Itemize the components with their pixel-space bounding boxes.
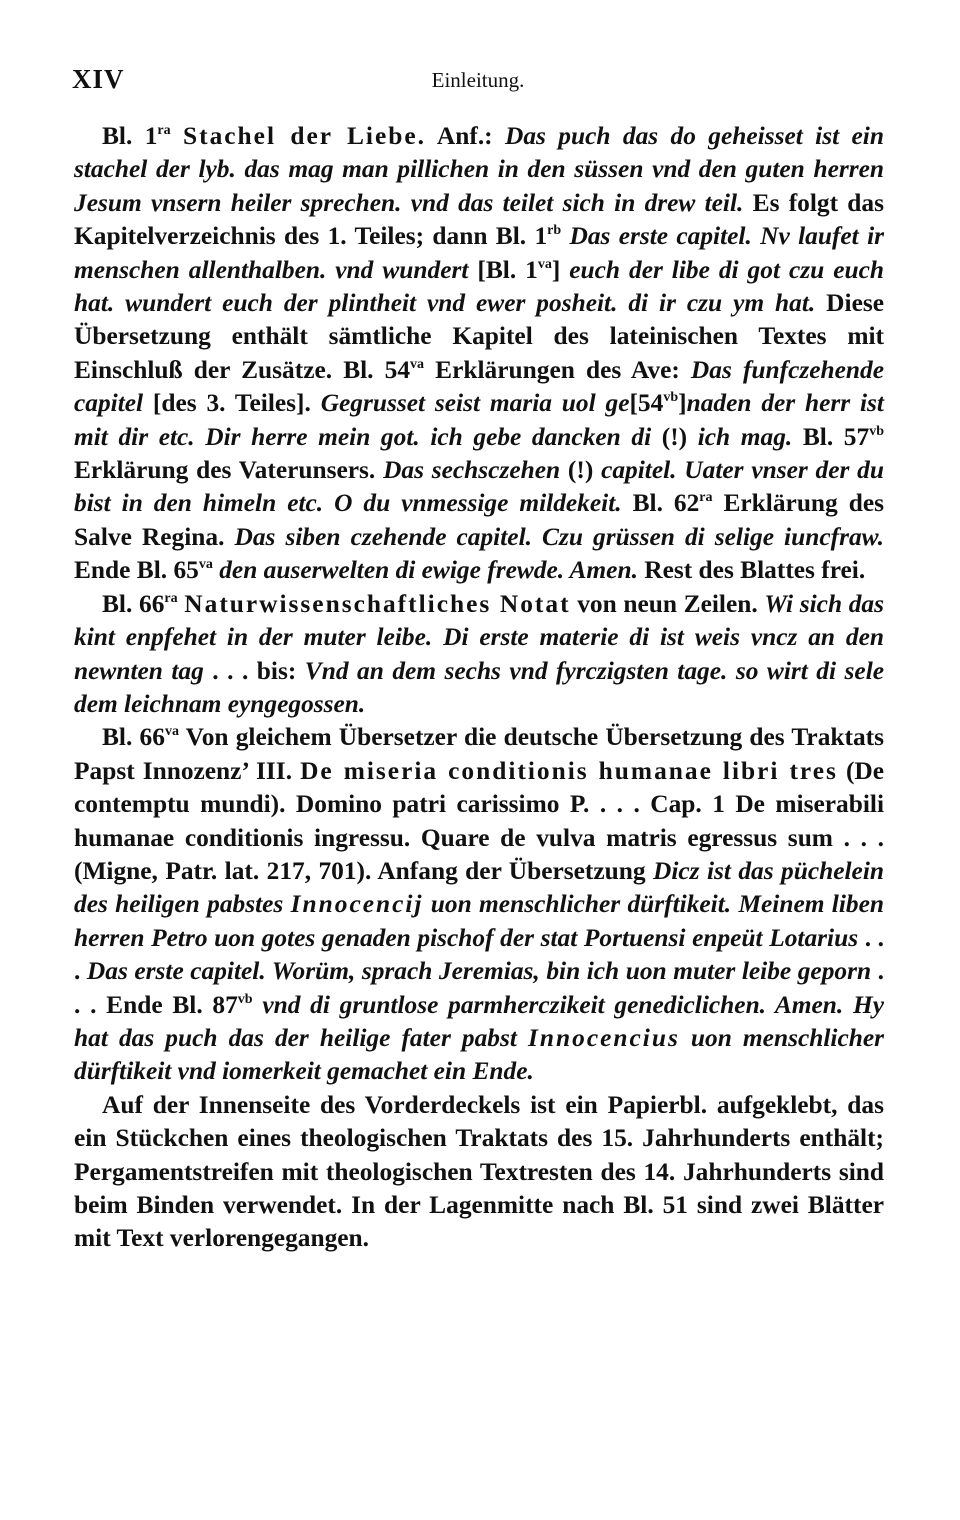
- italic-quotation: Dicz ist das püchelein des heiligen pabstes: [74, 856, 884, 919]
- italic-quotation: Wi sich das kint enpfehet in der muter leibe. Di erste materie di ist weis vncz an den newnten tag: [74, 589, 885, 685]
- text-run: (!): [651, 422, 698, 451]
- folio-superscript: va: [410, 356, 425, 372]
- italic-quotation: Das erste capitel. Nv laufet ir menschen allenthalben. vnd wundert: [74, 222, 884, 284]
- text-run: Bl. 66: [102, 723, 165, 752]
- text-run: Naturwissenschaftliches Notat: [184, 589, 571, 618]
- text-run: Erklärung des Salve Regina.: [74, 489, 884, 551]
- italic-quotation: Vnd an dem sechs vnd fyrczigsten tage. so wirt di sele dem leichnam eyngegossen.: [74, 656, 885, 718]
- text-run: De miseria conditionis humanae libri tres: [300, 756, 838, 785]
- page-body: [74, 120, 884, 1256]
- folio-superscript: va: [537, 256, 552, 272]
- text-run: Bl. 66: [102, 589, 165, 618]
- text-run: Auf der Innenseite des Vorderdeckels ist ein Papierbl. aufgeklebt, das ein Stückchen eines theologischen Traktats des 15. Jahrhunderts enthält; Pergamentstreifen mit theologischen Textresten des 14. Jahrhunderts sind beim Binden verwendet. In der Lagenmitte nach Bl. 51 sind zwei Blätter mit Text verlorengegangen.: [74, 1090, 884, 1253]
- running-head: Einleitung.: [431, 68, 525, 92]
- text-run: Ende Bl. 65: [74, 556, 199, 585]
- text-run: [Bl. 1: [468, 255, 538, 284]
- text-run: (De contemptu mundi). Domino patri carissimo P. . . . Cap. 1 De miserabili humanae conditionis ingressu. Quare de vulva matris egressus sum . . . (Migne, Patr. lat. 217, 701). Anfang der Übersetzung: [74, 756, 885, 885]
- text-run: Stachel der Liebe.: [183, 122, 426, 150]
- text-run: [des 3. Teiles].: [143, 389, 321, 418]
- folio-superscript: va: [198, 557, 213, 573]
- italic-quotation: Das sechsczehen: [383, 456, 561, 485]
- italic-quotation: naden der herr ist mit dir etc. Dir herre mein got. ich gebe dancken di: [74, 389, 884, 451]
- italic-quotation: Das erste capitel. Worüm, sprach Jeremias, bin ich uon muter leibe geporn: [86, 957, 872, 986]
- text-run: [171, 122, 183, 150]
- page-header: [72, 64, 884, 104]
- folio-superscript: vb: [663, 390, 679, 406]
- folio-superscript: rb: [547, 223, 562, 239]
- text-run: (!): [560, 456, 602, 485]
- text-run: Anf.:: [425, 122, 506, 150]
- italic-quotation: euch der libe di got czu euch hat. wundert euch der plintheit vnd ewer posheit. di ir czu ym hat.: [74, 255, 884, 318]
- italic-quotation: Das puch das do geheisset ist ein stachel der lyb. das mag man pillichen in den süssen vnd den guten herren Jesum vnsern heiler sprechen. vnd das teilet sich in drew teil.: [74, 122, 884, 217]
- text-run: Diese Übersetzung enthält sämtliche Kapitel des lateinischen Textes mit Einschluß der Zusätze. Bl. 54: [74, 289, 884, 384]
- italic-quotation: vnd di gruntlose parmherczikeit genediclichen. Amen. Hy hat das puch das der heilige fater pabst: [74, 990, 884, 1052]
- italic-quotation: Innocencij: [290, 890, 424, 919]
- italic-quotation: Innocencius: [528, 1023, 680, 1052]
- folio-superscript: vb: [237, 991, 253, 1007]
- text-run: von neun Zeilen.: [570, 589, 765, 618]
- page-number: XIV: [72, 64, 125, 94]
- italic-quotation: uon menschlicher dürftikeit vnd iomerkeit gemachet ein Ende.: [74, 1023, 884, 1086]
- text-run: Bl. 62: [621, 489, 700, 518]
- folio-superscript: va: [164, 724, 179, 740]
- text-run: . . . Ende Bl. 87: [74, 957, 884, 1019]
- text-run: . . .: [74, 923, 885, 986]
- paragraph: [74, 120, 884, 588]
- paragraph: [74, 721, 884, 1088]
- italic-quotation: ich mag.: [697, 422, 793, 451]
- italic-quotation: uon menschlicher dürftikeit. Meinem liben herren Petro uon gotes genaden pischof der stat Portuensi enpeüt Lotarius: [74, 890, 885, 952]
- text-run: Bl. 1: [102, 122, 158, 150]
- italic-quotation: Das siben czehende capitel. Czu grüssen di selige iuncfraw.: [234, 522, 884, 551]
- folio-superscript: ra: [164, 590, 178, 606]
- folio-superscript: ra: [157, 123, 171, 138]
- italic-quotation: Das funfczehende capitel: [74, 355, 884, 418]
- text-run: . . . bis:: [203, 656, 305, 685]
- folio-superscript: vb: [869, 423, 884, 439]
- text-run: Es folgt das Kapitelverzeichnis des 1. Teiles; dann Bl. 1: [74, 188, 884, 251]
- text-run: Bl. 57: [792, 422, 870, 451]
- text-run: Erklärung des Vaterunsers.: [74, 456, 384, 485]
- text-run: ]: [551, 255, 570, 284]
- folio-superscript: ra: [699, 490, 713, 506]
- text-run: Erklärungen des Ave:: [424, 355, 691, 384]
- paragraph: [74, 588, 884, 722]
- text-run: [54: [629, 389, 664, 418]
- italic-quotation: Gegrusset seist maria uol ge: [320, 389, 630, 418]
- text-run: Rest des Blattes frei.: [637, 556, 866, 585]
- text-run: ]: [678, 389, 687, 418]
- italic-quotation: den auserwelten di ewige frewde. Amen.: [219, 556, 638, 585]
- text-run: [253, 991, 263, 1019]
- paragraph: [74, 1089, 884, 1256]
- italic-quotation: capitel. Uater vnser der du bist in den himeln etc. O du vnmessige mildekeit.: [74, 456, 884, 518]
- text-run: Von gleichem Übersetzer die deutsche Übersetzung des Traktats Papst Innozenz’ III.: [74, 723, 884, 785]
